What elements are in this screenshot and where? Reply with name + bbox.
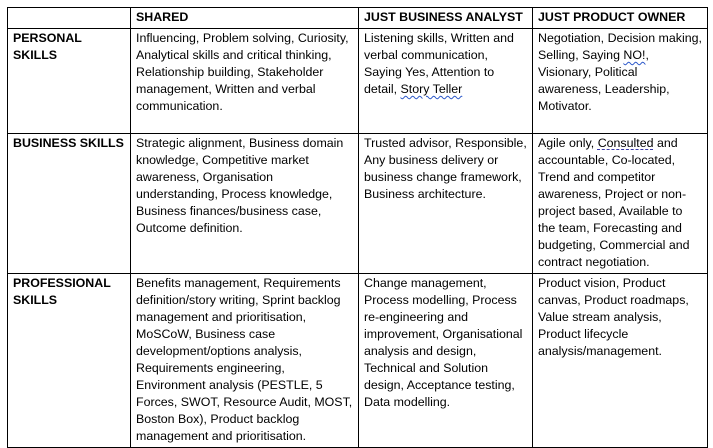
row-personal-skills	[8, 29, 708, 134]
header-just-business-analyst: JUST BUSINESS ANALYST	[359, 8, 533, 29]
cell-business-product-owner	[533, 134, 708, 274]
cell-business-shared: Strategic alignment, Business domain knowledge, Competitive market awareness, Organisation understanding, Process knowledge, Business finances/business case, Outcome definition.	[131, 134, 359, 274]
cell-text: Negotiation, Decision making, Selling, Saying	[538, 31, 702, 62]
grammar-marked-text: Consulted	[597, 136, 654, 150]
cell-professional-shared: Benefits management, Requirements definition/story writing, Sprint backlog management and prioritisation, MoSCoW, Business case development/options analysis, Requirements engineering, Environment analysis (PESTLE, 5 Forces, SWOT, Resource Audit, MOST, Boston Box), Product backlog management and prioritisation.	[131, 274, 359, 448]
skills-table	[7, 7, 708, 448]
spellcheck-marked-text: NO!	[623, 48, 646, 62]
cell-personal-business-analyst	[359, 29, 533, 134]
cell-professional-product-owner: Product vision, Product canvas, Product roadmaps, Value stream analysis, Product lifecycle analysis/management.	[533, 274, 708, 448]
header-empty-cell	[8, 8, 131, 29]
row-professional-skills	[8, 274, 708, 448]
cell-text: Listening skills, Written and verbal communication, Saying Yes, Attention to detail,	[364, 31, 514, 96]
header-just-product-owner: JUST PRODUCT OWNER	[533, 8, 708, 29]
row-label-business-skills: BUSINESS SKILLS	[8, 134, 131, 274]
spellcheck-marked-text: Story Teller	[400, 82, 463, 96]
cell-personal-product-owner	[533, 29, 708, 134]
row-label-professional-skills: PROFESSIONAL SKILLS	[8, 274, 131, 448]
cell-text: , Visionary, Political awareness, Leadership, Motivator.	[538, 48, 670, 113]
cell-business-business-analyst: Trusted advisor, Responsible, Any business delivery or business change framework, Business architecture.	[359, 134, 533, 274]
cell-text: Agile only,	[538, 136, 598, 150]
cell-professional-business-analyst: Change management, Process modelling, Process re-engineering and improvement, Organisational analysis and design, Technical and Solution design, Acceptance testing, Data modelling.	[359, 274, 533, 448]
row-label-personal-skills: PERSONAL SKILLS	[8, 29, 131, 134]
header-shared: SHARED	[131, 8, 359, 29]
cell-personal-shared: Influencing, Problem solving, Curiosity, Analytical skills and critical thinking, Relationship building, Stakeholder management, Written and verbal communication.	[131, 29, 359, 134]
cell-text: and accountable, Co-located, Trend and competitor awareness, Project or non-project based, Available to the team, Forecasting and budgeting, Commercial and contract negotiation.	[538, 136, 690, 269]
header-row	[8, 8, 708, 29]
row-business-skills	[8, 134, 708, 274]
